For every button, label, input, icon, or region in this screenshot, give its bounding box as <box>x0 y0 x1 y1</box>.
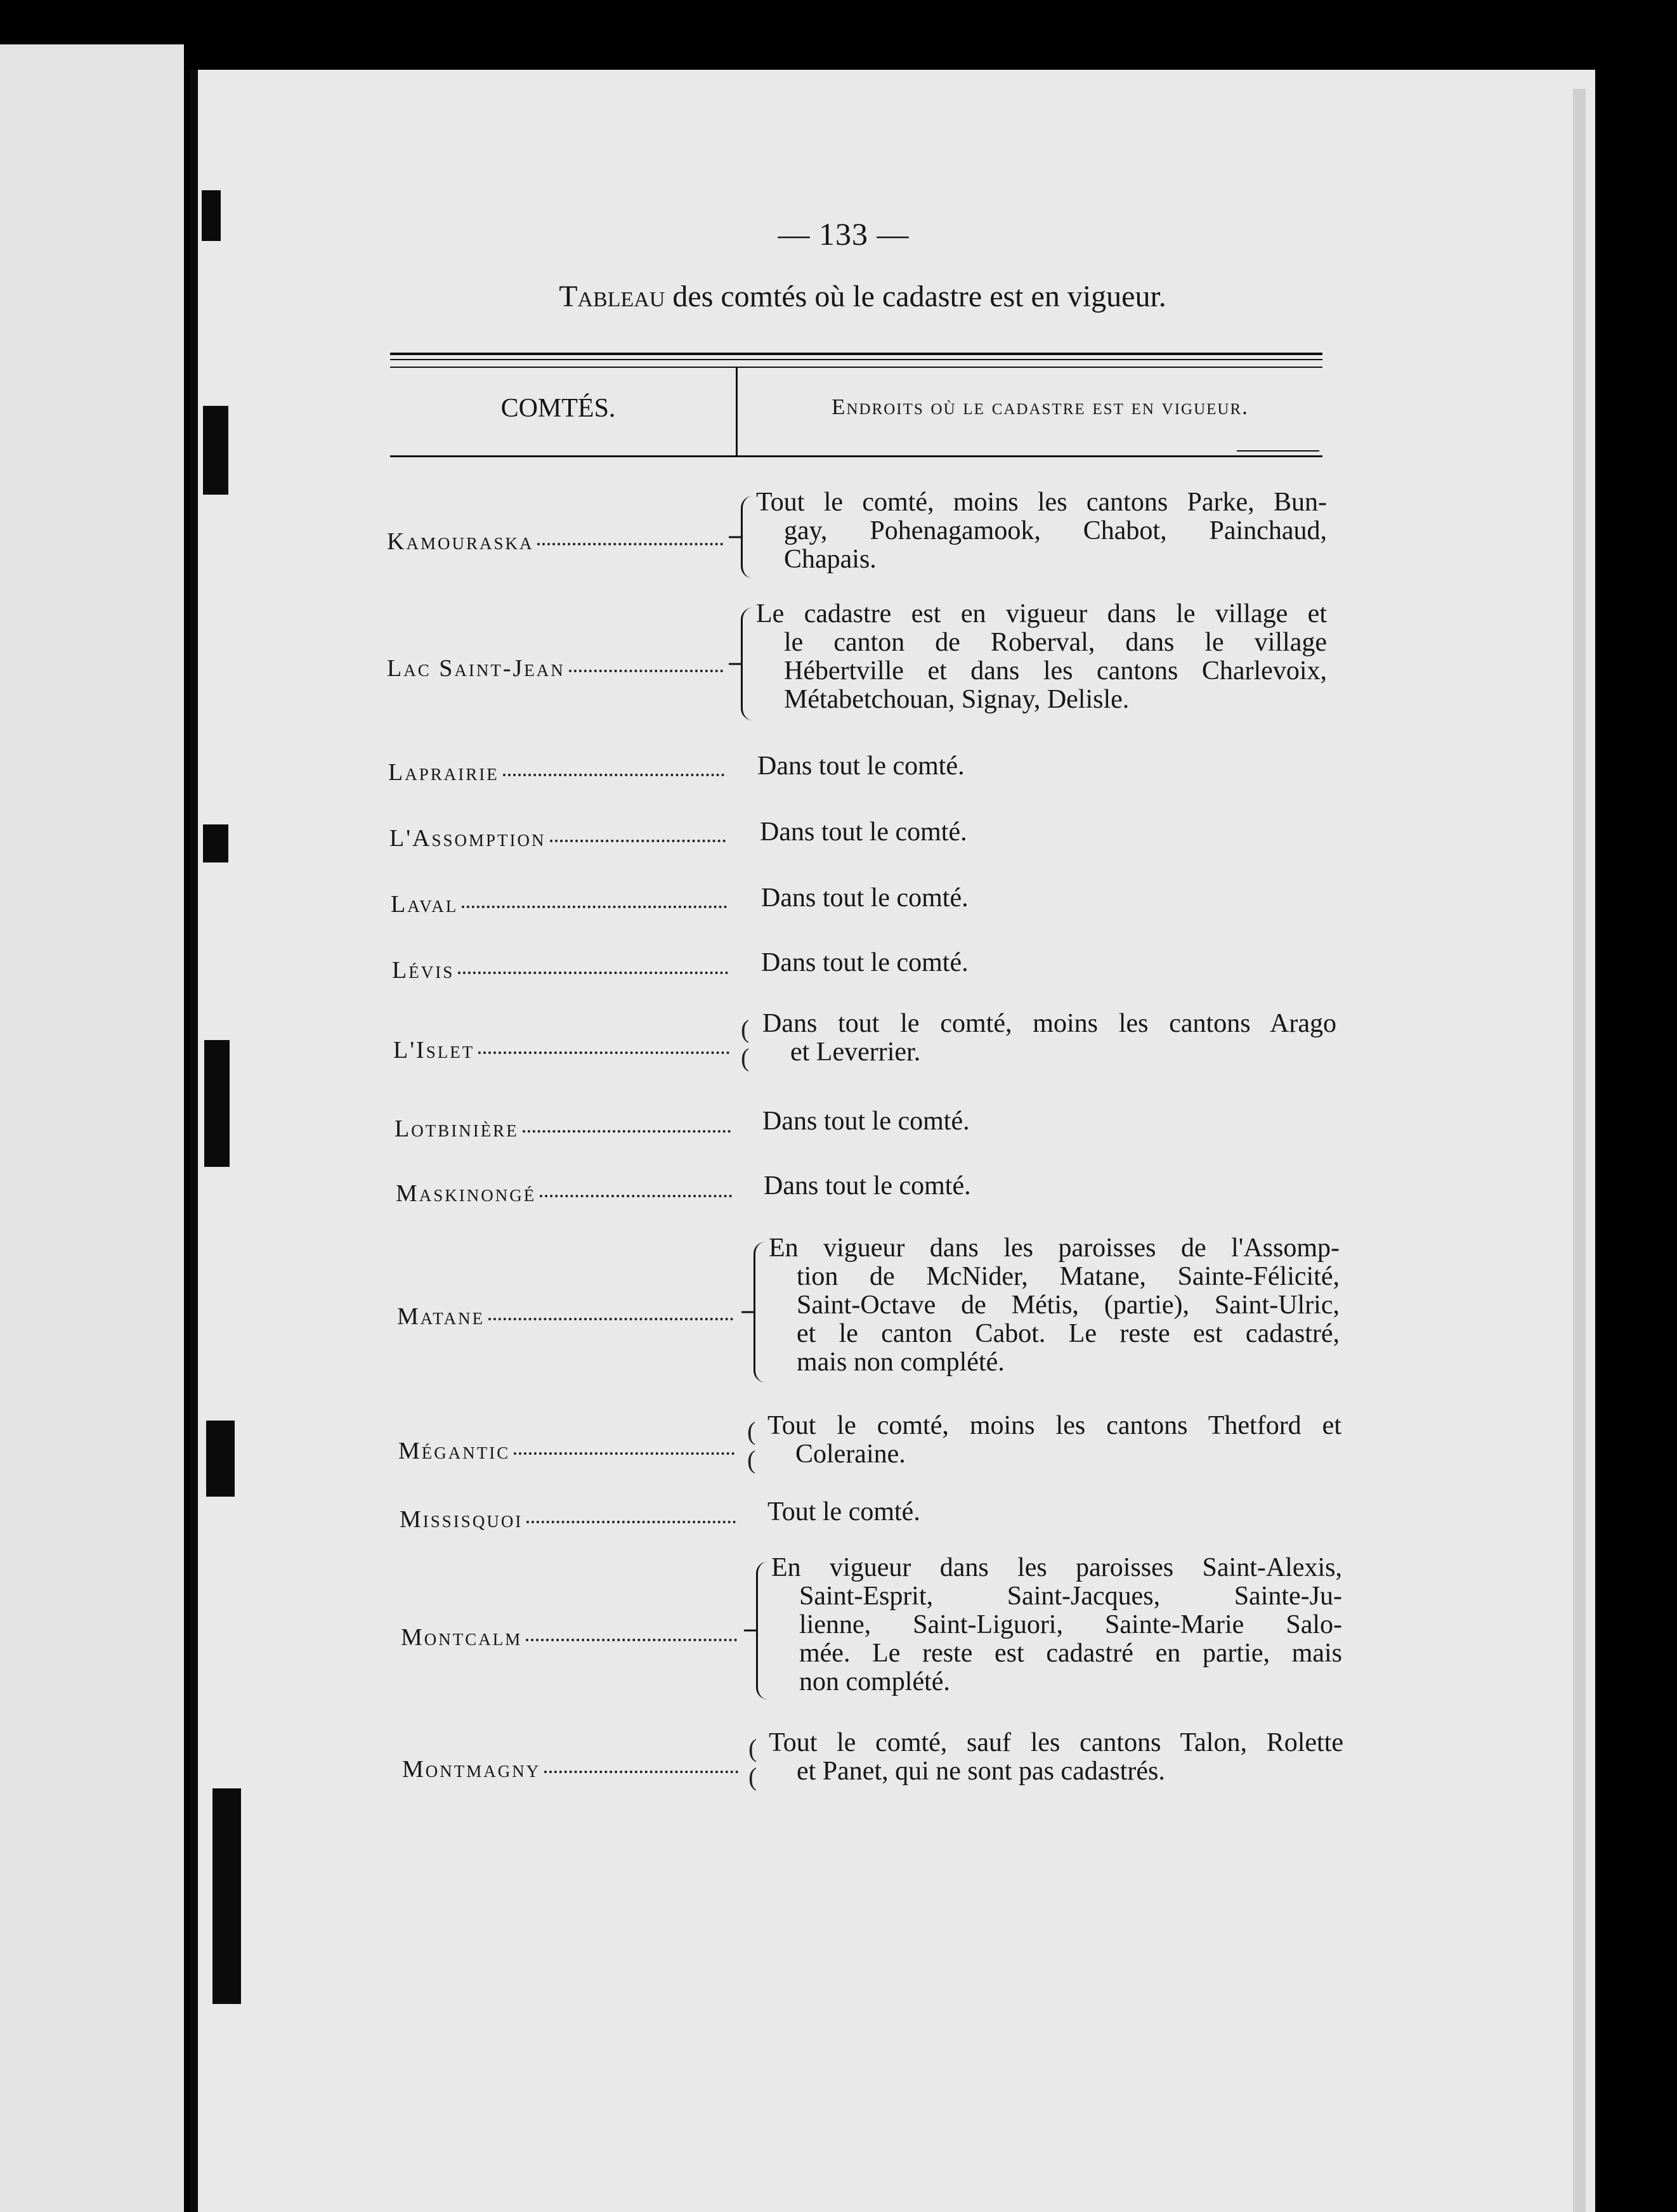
curly-brace <box>741 608 753 720</box>
county-name <box>397 1303 733 1330</box>
column-header-comtes: COMTÉS. <box>500 394 616 423</box>
county-label: Lac Saint-Jean <box>387 655 565 682</box>
place-line: non complété. <box>799 1667 950 1696</box>
county-name <box>395 1115 731 1143</box>
county-places <box>771 1554 1342 1696</box>
curly-brace <box>756 1561 768 1700</box>
place-line: Chapais. <box>784 545 877 574</box>
gutter-blot <box>212 1788 241 2004</box>
gutter-blot <box>204 1040 230 1167</box>
header-bottom-rule-accent <box>1237 450 1319 452</box>
county-label: Laprairie <box>388 759 499 786</box>
place-line: Coleraine. <box>795 1440 906 1469</box>
county-places <box>760 818 1331 847</box>
county-label: Lévis <box>392 957 455 984</box>
header-top-rule-thin <box>390 367 1322 368</box>
place-line: Tout le comté, sauf les cantons Talon, Rolette <box>769 1728 1343 1757</box>
place-line: mée. Le reste est cadastré en partie, mais <box>799 1639 1342 1668</box>
county-label: Lotbinière <box>395 1116 519 1142</box>
header-top-rule-thin <box>390 359 1322 360</box>
place-line: et Leverrier. <box>790 1038 921 1067</box>
county-label: L'Assomption <box>389 825 546 852</box>
place-line: Tout le comté, moins les cantons Thetford et <box>767 1411 1341 1440</box>
header-bottom-rule <box>390 455 1322 457</box>
county-places <box>756 488 1327 574</box>
leader-dots <box>478 1051 729 1054</box>
place-line: En vigueur dans les paroisses Saint-Alexis, <box>771 1553 1342 1582</box>
brace-point <box>744 1630 757 1632</box>
county-name <box>400 1506 736 1533</box>
place-line: gay, Pohenagamook, Chabot, Painchaud, <box>784 516 1327 545</box>
place-line: En vigueur dans les paroisses de l'Assomp- <box>769 1233 1340 1263</box>
place-line: Tout le comté. <box>767 1497 920 1526</box>
county-label: Kamouraska <box>387 528 534 555</box>
county-label: Laval <box>391 891 459 918</box>
page-title <box>469 279 1256 314</box>
place-line: et le canton Cabot. Le reste est cadastré, <box>797 1319 1340 1348</box>
county-name <box>391 890 727 918</box>
page-edge-shadow <box>1573 89 1586 2212</box>
leader-dots <box>523 1130 731 1133</box>
header-column-divider <box>736 368 738 455</box>
leader-dots <box>544 1771 738 1773</box>
gutter-blot <box>203 824 228 862</box>
county-places <box>767 1412 1341 1469</box>
brace-point <box>741 1311 754 1313</box>
small-brace: ( ( <box>748 1734 757 1791</box>
title-rest: des comtés où le cadastre est en vigueur. <box>665 280 1166 313</box>
curly-brace <box>754 1242 766 1382</box>
leader-dots <box>526 1639 737 1641</box>
place-line: Tout le comté, moins les cantons Parke, Bun- <box>756 488 1327 517</box>
column-header-endroits: Endroits où le cadastre est en vigueur. <box>832 394 1249 419</box>
brace-point <box>729 537 741 538</box>
small-brace: ( ( <box>741 1015 750 1072</box>
county-places <box>762 1010 1336 1067</box>
page-number: — 133 — <box>778 216 910 252</box>
gutter-shadow <box>190 70 198 2212</box>
place-line: et Panet, qui ne sont pas cadastrés. <box>797 1757 1165 1786</box>
leader-dots <box>537 543 723 545</box>
county-name <box>392 956 728 984</box>
brace-point <box>729 663 741 665</box>
county-label: Montcalm <box>401 1624 523 1651</box>
county-name <box>396 1180 732 1207</box>
leader-dots <box>488 1318 733 1320</box>
county-name <box>401 1623 737 1651</box>
leader-dots <box>540 1195 732 1197</box>
county-name <box>389 824 726 852</box>
leader-dots <box>503 774 724 776</box>
leader-dots <box>458 972 728 974</box>
leader-dots <box>569 670 723 672</box>
place-line: le canton de Roberval, dans le village <box>784 628 1327 657</box>
place-line: Dans tout le comté. <box>761 948 969 977</box>
county-places <box>757 752 1328 781</box>
place-line: Saint-Esprit, Saint-Jacques, Sainte-Ju- <box>799 1582 1342 1611</box>
leader-dots <box>550 840 726 842</box>
county-label: Mégantic <box>398 1438 511 1464</box>
place-line: Le cadastre est en vigueur dans le village et <box>756 599 1327 628</box>
place-line: Saint-Octave de Métis, (partie), Saint-Ulric, <box>797 1291 1340 1320</box>
gutter-blot <box>202 190 221 241</box>
county-label: Missisquoi <box>400 1506 523 1533</box>
leader-dots <box>462 906 727 908</box>
county-label: Maskinongé <box>396 1180 537 1207</box>
leader-dots <box>526 1521 736 1523</box>
place-line: mais non complété. <box>797 1348 1005 1377</box>
county-places <box>762 1107 1333 1136</box>
county-name <box>387 654 723 682</box>
place-line: Hébertville et dans les cantons Charlevoix, <box>784 656 1327 686</box>
place-line: Dans tout le comté. <box>764 1171 971 1200</box>
title-lead: Tableau <box>559 280 665 313</box>
place-line: Dans tout le comté. <box>757 751 965 781</box>
place-line: Dans tout le comté. <box>761 883 969 913</box>
county-name <box>387 528 723 556</box>
gutter-blot <box>203 406 228 495</box>
county-places <box>767 1498 1338 1526</box>
gutter-blot <box>206 1421 235 1497</box>
place-line: Dans tout le comté, moins les cantons Arago <box>762 1009 1336 1038</box>
county-places <box>756 600 1327 714</box>
county-name <box>402 1755 738 1783</box>
small-brace: ( ( <box>747 1417 756 1474</box>
place-line: tion de McNider, Matane, Sainte-Félicité, <box>797 1262 1340 1291</box>
facing-page-edge <box>0 44 184 2212</box>
header-top-rule <box>390 353 1322 355</box>
place-line: lienne, Saint-Liguori, Sainte-Marie Salo- <box>799 1610 1342 1639</box>
place-line: Dans tout le comté. <box>762 1107 970 1136</box>
county-places <box>761 884 1332 913</box>
place-line: Dans tout le comté. <box>760 817 967 847</box>
county-places <box>761 949 1332 977</box>
county-label: Montmagny <box>402 1756 541 1783</box>
county-places <box>764 1172 1334 1200</box>
county-places <box>769 1234 1340 1377</box>
county-name <box>398 1437 734 1465</box>
curly-brace <box>741 496 753 578</box>
county-name <box>388 758 724 786</box>
county-label: Matane <box>397 1303 485 1330</box>
place-line: Métabetchouan, Signay, Delisle. <box>784 685 1130 714</box>
county-label: L'Islet <box>393 1037 475 1064</box>
leader-dots <box>514 1452 734 1455</box>
county-name <box>393 1036 729 1064</box>
county-places <box>769 1729 1343 1786</box>
